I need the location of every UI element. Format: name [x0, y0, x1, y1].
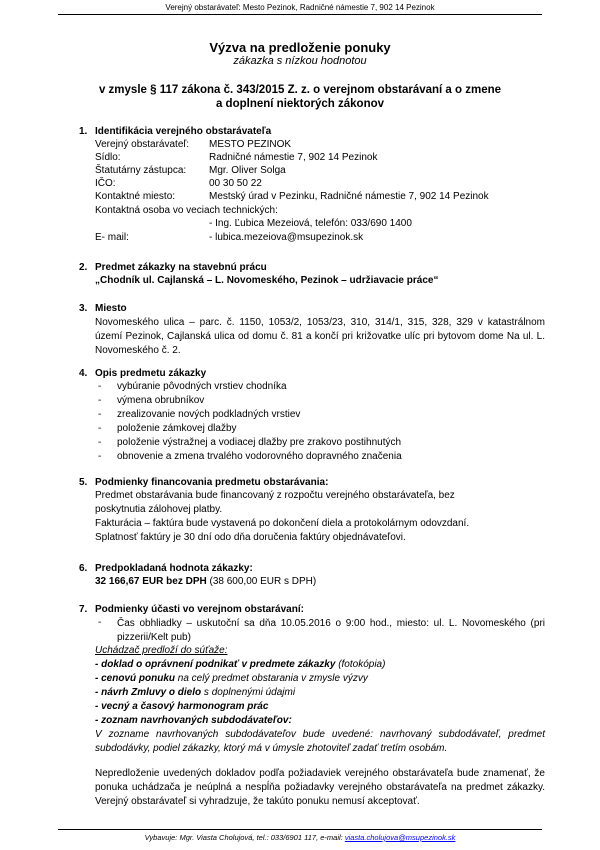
dash-bullet: - [98, 381, 102, 392]
document-item [95, 701, 268, 712]
law-reference-line2: a doplnení niektorých zákonov [215, 98, 385, 110]
financing-line: Splatnosť faktúry je 30 dní odo dňa doručenia faktúry objednávateľovi. [95, 532, 406, 543]
id-label: IČO: [95, 178, 116, 189]
page-footer [0, 833, 600, 842]
financing-line: poskytnutia zálohovej platby. [95, 504, 223, 515]
location-text: Novomeského ulica – parc. č. 1150, 1053/2, 1053/23, 310, 314/1, 315, 328, 329 v katastrálnom území Pezinok, Cajlanská ulica od domu č. 81 a končí pri križovatke ulíc pri bytovom dome Na ul. L. Novomeského č. 2. [95, 317, 545, 356]
footer-contact: Vybavuje: Mgr. Viasta Cholujová, tel.: 033/6901 117, e-mail: [144, 833, 345, 842]
dash-bullet: - [98, 423, 102, 434]
document-name: - návrh Zmluvy o dielo [95, 687, 202, 698]
work-item: vybúranie pôvodných vrstiev chodníka [117, 381, 287, 392]
header-divider [58, 14, 542, 15]
law-reference-line1: v zmysle § 117 zákona č. 343/2015 Z. z. o verejnom obstarávaní a o zmene [98, 84, 502, 96]
id-value: Mgr. Oliver Solga [209, 165, 286, 176]
section-5-heading [79, 477, 328, 488]
site-visit-text: Čas obhliadky – uskutoční sa dňa 10.05.2016 o 9:00 hod., miesto: ul. L. Novomeského (pri pizzerii/Kelt pub) [117, 618, 545, 643]
dash-bullet: - [98, 437, 102, 448]
section-number: 5. [79, 477, 88, 488]
document-name: - zoznam navrhovaných subdodávateľov: [95, 715, 292, 726]
section-2-heading [79, 262, 267, 273]
work-item: zrealizovanie nových podkladných vrstiev [117, 409, 301, 420]
page-header: Verejný obstarávateľ: Mesto Pezinok, Radničné námestie 7, 902 14 Pezinok [165, 3, 435, 12]
estimated-value [95, 576, 316, 587]
id-label: Verejný obstarávateľ: [95, 139, 190, 150]
section-number: 6. [79, 563, 88, 574]
dash-bullet: - [98, 451, 102, 462]
final-notice: Nepredloženie uvedených dokladov podľa požiadaviek verejného obstarávateľa bude znamenať, že ponuka uchádzača je neúplná a nespĺňa požiadavky verejného obstarávateľa na predmet zákazky. Verejný obstarávateľ si vyhradzuje, že takúto ponuku nemusí akceptovať. [95, 768, 545, 807]
section-6-heading [79, 563, 253, 574]
id-label: Sídlo: [95, 152, 121, 163]
section-number: 1. [79, 126, 88, 137]
doc-title: Výzva na predloženie ponuky [209, 40, 391, 55]
section-3-heading [79, 303, 127, 314]
financing-line: Fakturácia – faktúra bude vystavená po dokončení diela a protokolárnym odovzdaní. [95, 518, 470, 529]
dash-bullet: - [98, 617, 102, 628]
footer-divider [58, 829, 542, 830]
section-title: Predpokladaná hodnota zákazky: [95, 563, 253, 574]
section-title: Podmienky financovania predmetu obstarávania: [95, 477, 329, 488]
document-item [95, 715, 292, 726]
value-with-vat: (38 600,00 EUR s DPH) [206, 576, 317, 587]
work-item: obnovenie a zmena trvalého vodorovného dopravného značenia [117, 451, 402, 462]
contract-name: „Chodník ul. Cajlanská – L. Novomeského, Pezinok – udržiavacie práce“ [95, 275, 439, 286]
document-item [95, 659, 385, 670]
section-title: Opis predmetu zákazky [95, 368, 207, 379]
email-label: E- mail: [95, 232, 129, 243]
id-value: MESTO PEZINOK [209, 139, 292, 150]
work-item: položenie výstražnej a vodiacej dlažby pre zrakovo postihnutých [117, 437, 402, 448]
section-title: Predmet zákazky na stavebnú prácu [95, 262, 267, 273]
document-note: (fotokópia) [335, 659, 386, 670]
work-item: položenie zámkovej dlažby [117, 423, 237, 434]
footer-email-link[interactable]: viasta.cholujova@msupezinok.sk [344, 833, 456, 842]
section-4-heading [79, 368, 206, 379]
section-7-heading [79, 604, 304, 615]
document-name: - doklad o oprávnení podnikať v predmete zákazky [95, 659, 336, 670]
email-value: - lubica.mezeiova@msupezinok.sk [209, 232, 364, 243]
submission-label: Uchádzač predloží do súťaže: [95, 645, 228, 656]
subcontractor-text: V zozname navrhovaných subdodávateľov bude uvedené: navrhovaný subdodávateľ, predmet subdodávky, podiel zákazky, ktorý má v úmysle zhotoviteľ zadať tretím osobám. [95, 729, 545, 754]
tech-contact-label: Kontaktná osoba vo veciach technických: [95, 205, 278, 216]
section-title: Identifikácia verejného obstarávateľa [95, 126, 272, 137]
dash-bullet: - [98, 395, 102, 406]
id-value: Radničné námestie 7, 902 14 Pezinok [209, 152, 378, 163]
section-number: 2. [79, 262, 88, 273]
id-label: Kontaktné miesto: [95, 191, 176, 202]
section-number: 7. [79, 604, 88, 615]
dash-bullet: - [98, 409, 102, 420]
document-item [95, 673, 368, 684]
id-value: 00 30 50 22 [209, 178, 262, 189]
financing-line: Predmet obstarávania bude financovaný z rozpočtu verejného obstarávateľa, bez [95, 490, 455, 501]
work-item: výmena obrubníkov [117, 395, 205, 406]
section-title: Podmienky účasti vo verejnom obstarávaní: [95, 604, 304, 615]
id-value: Mestský úrad v Pezinku, Radničné námestie 7, 902 14 Pezinok [209, 191, 489, 202]
id-label: Štatutárny zástupca: [95, 165, 187, 176]
tech-contact-person: - Ing. Ľubica Mezeiová, telefón: 033/690 1400 [209, 218, 412, 229]
section-number: 3. [79, 303, 88, 314]
doc-subtitle: zákazka s nízkou hodnotou [233, 55, 367, 67]
document-name: - vecný a časový harmonogram prác [95, 701, 269, 712]
section-number: 4. [79, 368, 88, 379]
section-title: Miesto [95, 303, 127, 314]
document-note: s doplnenými údajmi [201, 687, 296, 698]
section-1-heading [79, 126, 271, 137]
document-item [95, 687, 295, 698]
document-name: - cenovú ponuku [95, 673, 175, 684]
value-without-vat: 32 166,67 EUR bez DPH [95, 576, 207, 587]
document-note: na celý predmet obstarania v zmysle výzvy [175, 673, 368, 684]
